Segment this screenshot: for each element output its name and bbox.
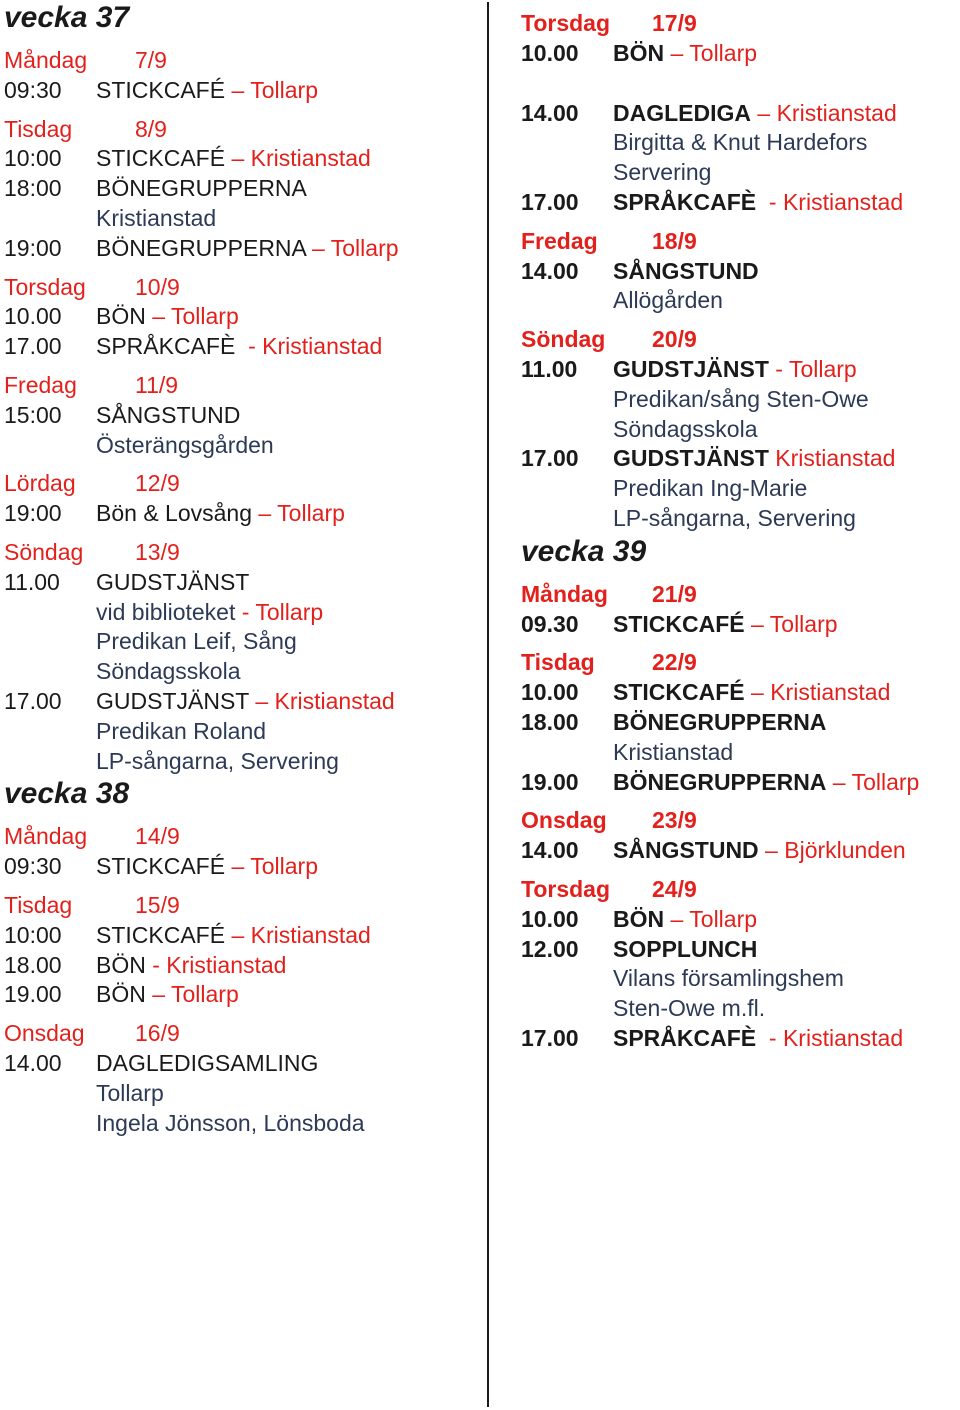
day-heading: [4, 469, 482, 499]
event-line: [4, 657, 482, 687]
event-line: [521, 286, 960, 316]
event-detail: Sten-Owe m.fl.: [613, 995, 766, 1022]
event-line: [4, 302, 482, 332]
event-line: [4, 174, 482, 204]
event-separator: -: [756, 188, 783, 215]
event-line: [521, 444, 960, 474]
day-name: Söndag: [521, 326, 606, 353]
event-title: SPRÅKCAFÈ: [96, 333, 236, 360]
event-separator: –: [826, 768, 852, 795]
event-place: Tollarp: [255, 598, 324, 625]
event-place: Tollarp: [250, 853, 318, 880]
event-detail: Vilans församlingshem: [613, 965, 844, 992]
event-place: Tollarp: [250, 76, 318, 103]
event-time: 11.00: [521, 355, 578, 382]
event-line: [521, 905, 960, 935]
event-detail: Ingela Jönsson, Lönsboda: [96, 1109, 365, 1136]
event-title: STICKCAFÉ: [96, 853, 226, 880]
event-time: 09.30: [521, 610, 579, 637]
day-heading: [521, 9, 960, 39]
event-line: [4, 204, 482, 234]
day-name: Söndag: [4, 538, 84, 565]
event-line: [4, 951, 482, 981]
event-line: [521, 415, 960, 445]
event-place: Björklunden: [784, 837, 906, 864]
event-line: [521, 964, 960, 994]
event-detail: Allögården: [613, 287, 723, 314]
day-heading: [521, 227, 960, 257]
event-title: SÅNGSTUND: [96, 401, 241, 428]
day-date: 22/9: [652, 649, 697, 676]
event-detail: Kristianstad: [96, 204, 217, 231]
day-date: 13/9: [135, 538, 180, 565]
event-line: [4, 499, 482, 529]
event-title: DAGLEDIGSAMLING: [96, 1049, 319, 1076]
event-title: STICKCAFÉ: [96, 76, 226, 103]
day-name: Fredag: [521, 227, 598, 254]
day-heading: [4, 891, 482, 921]
day-date: 11/9: [135, 371, 179, 398]
event-line: [4, 852, 482, 882]
event-detail: Predikan Leif, Sång: [96, 628, 297, 655]
week-heading: vecka 37: [4, 1, 130, 34]
event-line: [4, 627, 482, 657]
event-title: BÖN: [613, 39, 665, 66]
day-date: 14/9: [135, 823, 180, 850]
event-time: 17.00: [521, 1024, 579, 1051]
event-line: [521, 188, 960, 218]
event-line: [4, 76, 482, 106]
event-time: 10:00: [4, 921, 62, 948]
event-separator: –: [305, 234, 331, 261]
day-heading: [521, 806, 960, 836]
event-time: 19:00: [4, 234, 62, 261]
event-line: [521, 836, 960, 866]
event-line: [4, 1049, 482, 1079]
event-line: [521, 708, 960, 738]
event-place: Tollarp: [277, 500, 345, 527]
day-name: Torsdag: [4, 273, 86, 300]
event-time: 19:00: [4, 500, 62, 527]
schedule-column-left: [4, 0, 482, 1138]
event-separator: –: [225, 145, 251, 172]
event-place: Tollarp: [788, 355, 857, 382]
day-heading: [521, 325, 960, 355]
event-time: 12.00: [521, 935, 579, 962]
event-line: [4, 1079, 482, 1109]
event-line: [4, 1109, 482, 1139]
event-place: Kristianstad: [250, 921, 371, 948]
event-line: [521, 994, 960, 1024]
event-detail: Birgitta & Knut Hardefors: [613, 129, 868, 156]
week-heading: vecka 39: [521, 534, 647, 568]
event-place: Tollarp: [851, 768, 920, 795]
day-name: Onsdag: [521, 807, 607, 834]
day-date: 7/9: [135, 47, 167, 73]
event-detail: Kristianstad: [613, 738, 734, 765]
event-time: 19.00: [4, 981, 62, 1008]
event-line: [521, 257, 960, 287]
event-title: STICKCAFÉ: [613, 610, 745, 637]
event-detail: Österängsgården: [96, 431, 274, 458]
event-detail: Söndagsskola: [613, 415, 758, 442]
event-time: 10.00: [521, 39, 579, 66]
event-separator: -: [756, 1024, 783, 1051]
event-time: 17.00: [521, 188, 579, 215]
event-time: 10.00: [4, 303, 62, 330]
event-time: 10.00: [521, 905, 579, 932]
event-line: [521, 99, 960, 129]
day-heading: [4, 1019, 482, 1049]
day-name: Tisdag: [4, 891, 73, 918]
event-line: [521, 39, 960, 69]
event-title: GUDSTJÄNST: [96, 687, 249, 714]
event-place: Kristianstad: [782, 188, 904, 215]
event-time: 15:00: [4, 401, 62, 428]
event-place: Kristianstad: [262, 333, 383, 360]
column-divider: [487, 2, 489, 1407]
event-title: SPRÅKCAFÈ: [613, 1024, 757, 1051]
event-place: Tollarp: [769, 610, 838, 637]
event-title: Bön & Lovsång: [96, 500, 253, 527]
event-separator: –: [664, 39, 690, 66]
event-place: Kristianstad: [166, 951, 287, 978]
event-time: 14.00: [4, 1049, 62, 1076]
day-name: Måndag: [4, 47, 88, 73]
event-separator: –: [225, 76, 251, 103]
event-title: BÖNEGRUPPERNA: [613, 708, 827, 735]
event-detail: Söndagsskola: [96, 658, 241, 685]
event-time: 11.00: [4, 568, 60, 595]
event-detail: Servering: [613, 159, 712, 186]
event-line: [4, 747, 482, 777]
event-detail: Predikan Roland: [96, 717, 267, 744]
event-place: Tollarp: [330, 234, 399, 261]
event-line: [4, 431, 482, 461]
day-heading: [521, 875, 960, 905]
event-place: Tollarp: [689, 39, 758, 66]
event-time: 19.00: [521, 768, 579, 795]
day-heading: [521, 580, 960, 610]
event-time: 18.00: [521, 708, 579, 735]
day-date: 24/9: [652, 875, 697, 902]
event-title: GUDSTJÄNST: [96, 568, 250, 595]
event-place: Tollarp: [171, 303, 239, 330]
event-separator: –: [751, 99, 777, 126]
event-place: Kristianstad: [775, 445, 896, 472]
event-title: SOPPLUNCH: [613, 935, 758, 962]
event-place: Kristianstad: [776, 99, 897, 126]
event-line: [521, 935, 960, 965]
event-detail: Predikan/sång Sten-Owe: [613, 385, 869, 412]
event-time: 10.00: [521, 679, 579, 706]
day-name: Onsdag: [4, 1020, 85, 1047]
event-detail: LP-sångarna, Servering: [96, 747, 339, 774]
day-name: Måndag: [521, 580, 608, 607]
event-line: [4, 717, 482, 747]
event-title: BÖNEGRUPPERNA: [96, 175, 307, 202]
day-date: 17/9: [652, 10, 697, 36]
event-title: BÖN: [96, 951, 146, 978]
event-title: DAGLEDIGA: [613, 99, 751, 126]
day-heading: [4, 46, 482, 76]
event-detail: LP-sångarna, Servering: [613, 504, 856, 531]
event-separator: -: [235, 598, 256, 625]
event-time: 17.00: [4, 333, 62, 360]
week-heading: vecka 38: [4, 777, 130, 811]
event-separator: –: [248, 687, 275, 714]
day-heading: [4, 538, 482, 568]
day-date: 10/9: [135, 273, 180, 300]
day-date: 23/9: [652, 807, 697, 834]
event-title: SÅNGSTUND: [613, 837, 759, 864]
event-title: BÖNEGRUPPERNA: [613, 768, 827, 795]
day-date: 8/9: [135, 115, 167, 142]
event-line: [4, 568, 482, 598]
day-name: Torsdag: [521, 875, 611, 902]
day-heading: [4, 822, 482, 852]
event-line: [521, 768, 960, 798]
day-date: 18/9: [652, 227, 697, 254]
event-separator: -: [768, 355, 789, 382]
event-line: [521, 385, 960, 415]
event-title: GUDSTJÄNST: [613, 355, 769, 382]
event-time: 18.00: [4, 951, 62, 978]
event-time: 14.00: [521, 837, 579, 864]
day-name: Tisdag: [4, 115, 73, 142]
event-line: [4, 401, 482, 431]
day-name: Fredag: [4, 371, 77, 398]
day-heading: [4, 371, 482, 401]
event-line: [521, 158, 960, 188]
event-line: [521, 128, 960, 158]
event-line: [521, 504, 960, 534]
day-date: 21/9: [652, 580, 697, 607]
event-title: BÖN: [96, 981, 146, 1008]
event-time: 09:30: [4, 853, 62, 880]
event-time: 14.00: [521, 257, 579, 284]
event-line: [4, 598, 482, 628]
event-title: STICKCAFÉ: [96, 921, 226, 948]
event-line: [521, 1024, 960, 1054]
event-title: SÅNGSTUND: [613, 257, 759, 284]
event-separator: –: [744, 679, 771, 706]
event-title: BÖN: [613, 905, 665, 932]
event-place: Kristianstad: [274, 687, 395, 714]
event-title: BÖN: [96, 303, 146, 330]
event-time: 18:00: [4, 175, 62, 202]
event-separator: –: [225, 853, 251, 880]
event-separator: –: [744, 610, 770, 637]
event-separator: –: [145, 303, 171, 330]
event-title: STICKCAFÉ: [613, 679, 745, 706]
event-line: [4, 921, 482, 951]
event-separator: –: [252, 500, 278, 527]
day-heading: [521, 648, 960, 678]
schedule-column-right: [521, 0, 960, 1054]
event-place: Tollarp: [171, 981, 239, 1008]
event-line: [521, 610, 960, 640]
event-line: [521, 678, 960, 708]
event-place: Kristianstad: [782, 1024, 904, 1051]
day-date: 16/9: [135, 1020, 180, 1047]
event-title: STICKCAFÉ: [96, 145, 226, 172]
day-date: 20/9: [652, 326, 697, 353]
event-line: [521, 738, 960, 768]
event-time: 17.00: [521, 445, 579, 472]
event-title: GUDSTJÄNST: [613, 445, 769, 472]
event-title: SPRÅKCAFÈ: [613, 188, 757, 215]
day-name: Måndag: [4, 823, 88, 850]
event-detail: Predikan Ing-Marie: [613, 475, 808, 502]
event-separator: -: [235, 333, 263, 360]
event-detail: Tollarp: [96, 1079, 164, 1106]
event-line: [4, 234, 482, 264]
event-place: Tollarp: [689, 905, 758, 932]
event-title: BÖNEGRUPPERNA: [96, 234, 306, 261]
day-heading: [4, 273, 482, 303]
event-separator: –: [225, 921, 251, 948]
event-separator: –: [145, 981, 171, 1008]
event-place: Kristianstad: [770, 679, 891, 706]
event-time: 14.00: [521, 99, 579, 126]
event-time: 10:00: [4, 145, 62, 172]
event-place: Kristianstad: [250, 145, 371, 172]
day-heading: [4, 115, 482, 145]
event-line: [521, 355, 960, 385]
day-name: Torsdag: [521, 10, 611, 36]
event-line: [4, 144, 482, 174]
event-time: 17.00: [4, 687, 62, 714]
day-date: 12/9: [135, 470, 180, 497]
day-name: Tisdag: [521, 649, 595, 676]
event-line: [4, 332, 482, 362]
spacer: [521, 69, 960, 99]
event-line: [521, 474, 960, 504]
event-separator: -: [145, 951, 167, 978]
event-time: 09:30: [4, 76, 62, 103]
event-detail: vid biblioteket: [96, 598, 236, 625]
event-separator: –: [664, 905, 690, 932]
day-name: Lördag: [4, 470, 76, 497]
day-date: 15/9: [135, 891, 180, 918]
event-line: [4, 980, 482, 1010]
event-line: [4, 687, 482, 717]
event-separator: –: [758, 837, 785, 864]
